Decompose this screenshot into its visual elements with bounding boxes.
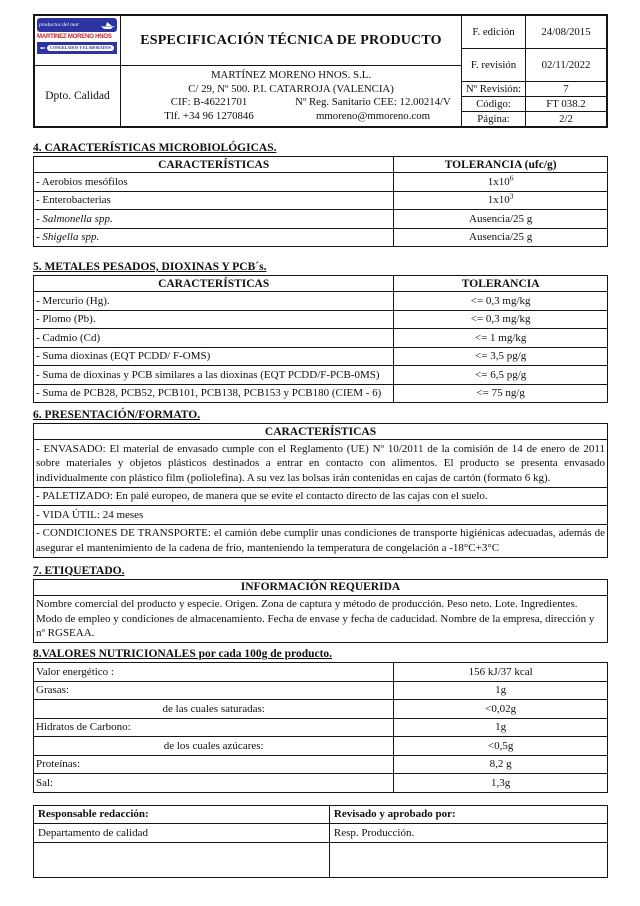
row-name: - Aerobios mesófilos: [34, 173, 394, 192]
section-title: 5. METALES PESADOS, DIOXINAS Y PCB´s.: [33, 261, 267, 273]
table-row: [34, 824, 608, 843]
row-value: Ausencia/25 g: [394, 210, 608, 229]
value-exponent: 6: [509, 172, 514, 182]
signature-header-aprobado: Revisado y aprobado por:: [329, 805, 607, 824]
nutrition-value: 1g: [394, 718, 608, 737]
row-name: - Shigella spp.: [34, 228, 394, 247]
meta-value: 24/08/2015: [541, 26, 591, 39]
logo-company-name: MARTINEZ MORENO HNOS: [37, 34, 112, 40]
nutrition-value: 1g: [394, 681, 608, 700]
nutrition-label: de las cuales saturadas:: [34, 700, 394, 719]
row-value: [394, 173, 608, 192]
table-row: [34, 191, 608, 210]
header-table: [33, 14, 608, 128]
dept-label: Dpto. Calidad: [45, 90, 110, 102]
table-row: [34, 663, 608, 682]
nutrition-value: <0,02g: [394, 700, 608, 719]
row-value: <= 0,3 mg/kg: [394, 310, 608, 329]
metals-table: [33, 275, 608, 403]
value-exponent: 3: [509, 191, 514, 201]
company-cif-reg-line: [127, 96, 455, 109]
column-header-caracteristicas: CARACTERÍSTICAS: [34, 276, 394, 292]
column-header-informacion: INFORMACIÓN REQUERIDA: [34, 579, 608, 595]
company-reg: Nº Reg. Sanitario CEE: 12.00214/V: [295, 96, 451, 109]
table-row: [34, 310, 608, 329]
value-text: 1x10: [487, 175, 510, 188]
row-name: - Mercurio (Hg).: [34, 292, 394, 311]
nutrition-label: Grasas:: [34, 681, 394, 700]
section-presentation: [33, 408, 608, 558]
row-value: <= 1 mg/kg: [394, 329, 608, 348]
signatures-table: [33, 805, 608, 878]
row-name: - Plomo (Pb).: [34, 310, 394, 329]
meta-row-code: [462, 97, 606, 112]
meta-value: 2/2: [559, 113, 573, 126]
nutrition-value: 8,2 g: [394, 755, 608, 774]
nutrition-table: [33, 662, 608, 793]
signature-value-aprobado: Resp. Producción.: [329, 824, 607, 843]
meta-label: Nº Revisión:: [462, 82, 526, 96]
row-value: Ausencia/25 g: [394, 228, 608, 247]
table-row: [34, 842, 608, 877]
row-value: <= 6,5 pg/g: [394, 366, 608, 385]
nutrition-label: Valor energético :: [34, 663, 394, 682]
table-row: [34, 681, 608, 700]
row-name: - Cadmio (Cd): [34, 329, 394, 348]
table-row: [34, 506, 608, 525]
section-labeling: [33, 564, 608, 644]
meta-row-edition: [462, 16, 606, 49]
section-title: 7. ETIQUETADO.: [33, 564, 125, 577]
header-left-column: [35, 16, 121, 126]
column-header-tolerancia: TOLERANCIA (ufc/g): [394, 157, 608, 173]
signature-box-redaccion: [34, 842, 330, 877]
meta-label: Código:: [462, 97, 526, 111]
meta-value: FT 038.2: [546, 98, 586, 111]
table-row: [34, 487, 608, 506]
company-name: MARTÍNEZ MORENO HNOS. S.L.: [210, 68, 372, 81]
company-phone-email-line: [127, 110, 455, 123]
section-title: 8.VALORES NUTRICIONALES por cada 100g de producto.: [33, 648, 333, 660]
table-row: [34, 440, 608, 488]
boat-icon: [101, 21, 115, 30]
doc-title: ESPECIFICACIÓN TÉCNICA DE PRODUCTO: [121, 16, 461, 66]
header-middle-column: [121, 16, 462, 126]
table-row: [34, 347, 608, 366]
nutrition-label: Sal:: [34, 774, 394, 793]
signature-header-redaccion: Responsable redacción:: [34, 805, 330, 824]
section-heavy-metals: [33, 260, 608, 403]
meta-value: 7: [563, 83, 569, 96]
table-row: [34, 700, 608, 719]
presentation-transporte: - CONDICIONES DE TRANSPORTE: el camión debe cumplir unas condiciones de transporte higiénicas adecuadas, además de asegurar el mantenimiento de la cadena de frío, manteniendo la temperatura de congelación a -18°C+3°C: [34, 524, 608, 557]
nutrition-label: Proteínas:: [34, 755, 394, 774]
nutrition-value: 1,3g: [394, 774, 608, 793]
nutrition-label: Hidratos de Carbono:: [34, 718, 394, 737]
presentation-vida-util: - VIDA ÚTIL: 24 meses: [34, 506, 608, 525]
signature-box-aprobado: [329, 842, 607, 877]
fish-icon: [40, 45, 45, 51]
table-row: [34, 524, 608, 557]
row-value: <= 0,3 mg/kg: [394, 292, 608, 311]
nutrition-value: <0,5g: [394, 737, 608, 756]
row-value: [394, 191, 608, 210]
row-value: <= 3,5 pg/g: [394, 347, 608, 366]
meta-label: F. revisión: [462, 49, 526, 81]
table-row: [34, 228, 608, 247]
company-info: [121, 66, 461, 126]
table-row: [34, 366, 608, 385]
micro-table: [33, 156, 608, 247]
column-header-caracteristicas: CARACTERÍSTICAS: [34, 157, 394, 173]
row-name: - Salmonella spp.: [34, 210, 394, 229]
table-row: [34, 292, 608, 311]
nutrition-label: de los cuales azúcares:: [34, 737, 394, 756]
company-address: C/ 29, Nº 500. P.I. CATARROJA (VALENCIA): [188, 82, 394, 95]
table-row: [34, 173, 608, 192]
column-header-caracteristicas: CARACTERÍSTICAS: [34, 424, 608, 440]
logo-top-banner: [37, 18, 117, 32]
row-name: - Suma de PCB28, PCB52, PCB101, PCB138, PCB153 y PCB180 (CIEM - 6): [34, 384, 394, 403]
section-title: 6. PRESENTACIÓN/FORMATO.: [33, 409, 201, 421]
labeling-body: Nombre comercial del producto y especie. Origen. Zona de captura y método de producción. Peso neto. Lote. Ingredientes. Modo de empleo y condiciones de almacenamiento. Fecha de envase y fecha de caducidad. Nombre de la empresa, dirección y nº RGSEAA.: [34, 595, 608, 643]
meta-row-revision-date: [462, 49, 606, 82]
table-row: [34, 774, 608, 793]
row-name: - Enterobacterias: [34, 191, 394, 210]
table-row: [34, 210, 608, 229]
header-meta-column: [462, 16, 606, 126]
meta-row-page: [462, 112, 606, 126]
company-phone: Tlf. +34 96 1270846: [164, 110, 254, 123]
logo-top-banner-text: productos del mar: [39, 22, 80, 28]
company-email: mmoreno@mmoreno.com: [316, 110, 430, 123]
labeling-table: [33, 579, 608, 644]
table-row: [34, 595, 608, 643]
company-cif: CIF: B-46221701: [170, 96, 248, 109]
presentation-paletizado: - PALETIZADO: En palé europeo, de manera que se evite el contacto directo de las cajas con el suelo.: [34, 487, 608, 506]
row-name: - Suma dioxinas (EQT PCDD/ F-OMS): [34, 347, 394, 366]
meta-value: 02/11/2022: [541, 59, 591, 72]
table-header-row: [34, 805, 608, 824]
presentation-table: [33, 423, 608, 558]
table-row: [34, 755, 608, 774]
logo-bottom-banner-text: CONGELADOS Y ELABORADOS: [47, 45, 114, 51]
column-header-tolerancia: TOLERANCIA: [394, 276, 608, 292]
table-row: [34, 718, 608, 737]
table-header-row: [34, 276, 608, 292]
section-microbiological: [33, 141, 608, 247]
table-row: [34, 329, 608, 348]
meta-label: F. edición: [462, 16, 526, 48]
signature-value-redaccion: Departamento de calidad: [34, 824, 330, 843]
table-header-row: [34, 579, 608, 595]
value-text: 1x10: [487, 194, 510, 206]
meta-row-revision-number: [462, 82, 606, 97]
row-name: - Suma de dioxinas y PCB similares a las dioxinas (EQT PCDD/F-PCB-0MS): [34, 366, 394, 385]
table-header-row: [34, 157, 608, 173]
table-header-row: [34, 424, 608, 440]
nutrition-value: 156 kJ/37 kcal: [394, 663, 608, 682]
table-row: [34, 737, 608, 756]
logo-bottom-banner: [37, 42, 117, 54]
section-title: 4. CARACTERÍSTICAS MICROBIOLÓGICAS.: [33, 142, 277, 154]
section-nutrition: [33, 647, 608, 793]
meta-label: Página:: [462, 112, 526, 126]
table-row: [34, 384, 608, 403]
row-value: <= 75 ng/g: [394, 384, 608, 403]
company-logo: [35, 16, 120, 66]
presentation-envasado: - ENVASADO: El material de envasado cumple con el Reglamento (UE) Nº 10/2011 de la comisión de 14 de enero de 2011 sobre materiales y objetos plásticos destinados a entrar en contacto con alimentos. El producto se presenta envasado individualmente con plástico film (poliolefina). A su vez las bolsas irán contenidas en cajas de cartón (formato 6 kg).: [34, 440, 608, 488]
